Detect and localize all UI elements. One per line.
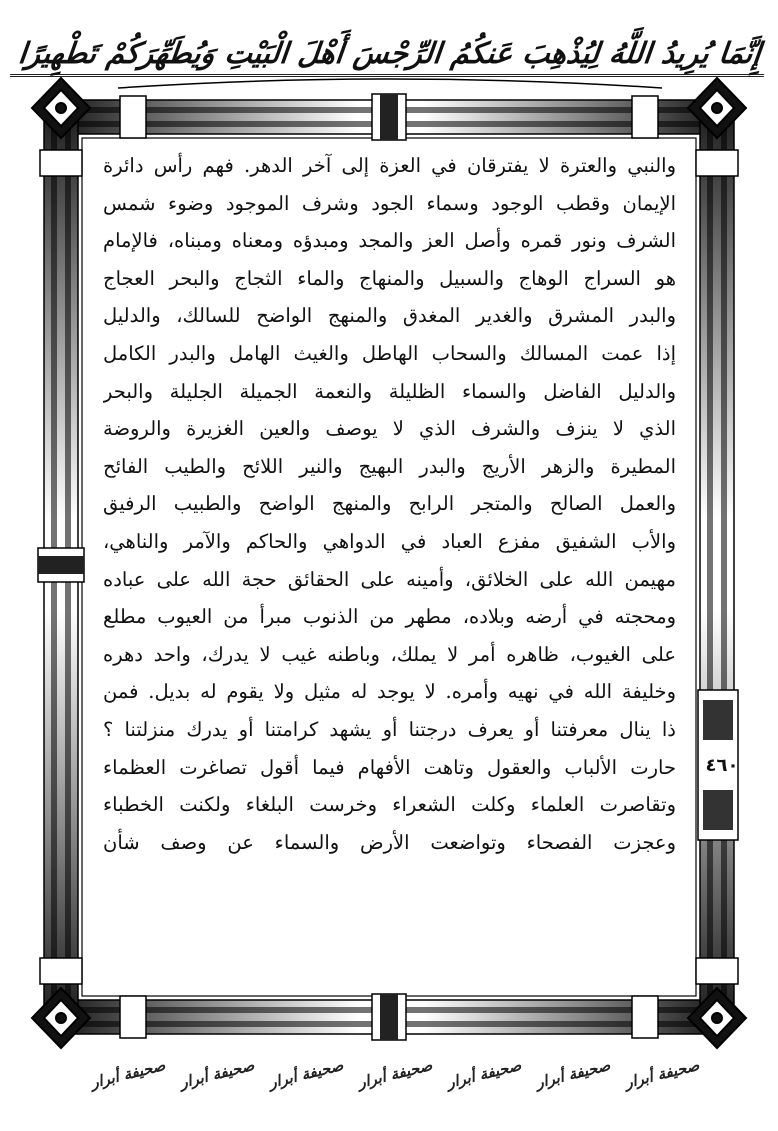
text-line: وتقاصرت العلماء وكلت الشعراء وخرست البلغاء ولكنت الخطباء xyxy=(103,793,676,817)
text-line: الذي لا ينزف والشرف الذي لا يوصف والعين الغزيرة والروضة xyxy=(103,417,676,441)
text-line: المطيرة والزهر الأريج والبدر البهيج والنير اللائح والطيب الفائح xyxy=(103,454,676,478)
stamp-logo: صحيفة أبرار xyxy=(356,1056,434,1092)
verse-text: إِنَّمَا يُرِيدُ اللَّهُ لِيُذْهِبَ عَنكُمُ الرِّجْسَ أَهْلَ الْبَيْتِ وَيُطَهِّرَكُمْ تَطْهِيرًا xyxy=(10,36,769,77)
text-line: والبدر المشرق والغدير المغدق والمنهج الواضح للسالك، والدليل xyxy=(103,304,676,328)
stamp-logo: صحيفة أبرار xyxy=(534,1056,612,1092)
text-line: وخليفة الله في نهيه وأمره. لا يوجد له مثيل ولا يقوم له بديل. فمن xyxy=(103,680,676,704)
stamp-logo: صحيفة أبرار xyxy=(178,1056,256,1092)
text-line: الشرف ونور قمره وأصل العز والمجد ومبدؤه ومعناه ومبناه، فالإمام xyxy=(103,229,676,253)
stamp-logo: صحيفة أبرار xyxy=(89,1056,167,1092)
page-number: ٤٦٠ xyxy=(705,755,739,776)
text-line: على الغيوب، ظاهره أمر لا يملك، وباطنه غيب لا يدرك، واحد دهره xyxy=(103,642,676,666)
text-line: ذا ينال معرفتنا أو يعرف درجتنا أو يشهد كرامتنا أو يدرك منزلتنا ؟ xyxy=(103,717,676,741)
text-line: والعمل الصالح والمتجر الرابح والمنهج الواضح والطبيب الرفيق xyxy=(103,492,676,516)
text-line: وعجزت الفصحاء وتواضعت الأرض والسماء عن وصف شأن xyxy=(103,830,676,854)
text-line: الإيمان وقطب الوجود وسماء الجود وشرف الموجود وضوء شمس xyxy=(103,191,676,215)
quran-verse-header xyxy=(16,22,763,90)
text-line: مهيمن الله على الخلائق، وأمينه على الحقائق حجة الله على عباده xyxy=(103,567,676,591)
text-line: هو السراج الوهاج والسبيل والمنهاج والماء الثجاج والبحر العجاج xyxy=(103,266,676,290)
text-line: والأب الشفيق مفزع العباد في الدواهي والحاكم والآمر والناهي، xyxy=(103,529,676,553)
text-line: والدليل الفاضل والسماء الظليلة والنعمة الجميلة الجليلة والبحر xyxy=(103,379,676,403)
stamp-logo: صحيفة أبرار xyxy=(267,1056,345,1092)
stamp-logo: صحيفة أبرار xyxy=(445,1056,523,1092)
stamp-logo: صحيفة أبرار xyxy=(623,1056,701,1092)
footer-stamps xyxy=(90,1048,700,1100)
text-line: ومحجته في أرضه وبلاده، مطهر من الذنوب مبرأ من العيوب مطلع xyxy=(103,605,676,629)
text-line: إذا عمت المسالك والسحاب الهاطل والغيث الهامل والبدر الكامل xyxy=(103,341,676,365)
text-line: والنبي والعترة لا يفترقان في العزة إلى آخر الدهر. فهم رأس دائرة xyxy=(103,154,676,177)
text-line: حارت الألباب والعقول وتاهت الأفهام فيما أقول تصاغرت العظماء xyxy=(103,755,676,779)
page-body-text xyxy=(103,147,676,965)
